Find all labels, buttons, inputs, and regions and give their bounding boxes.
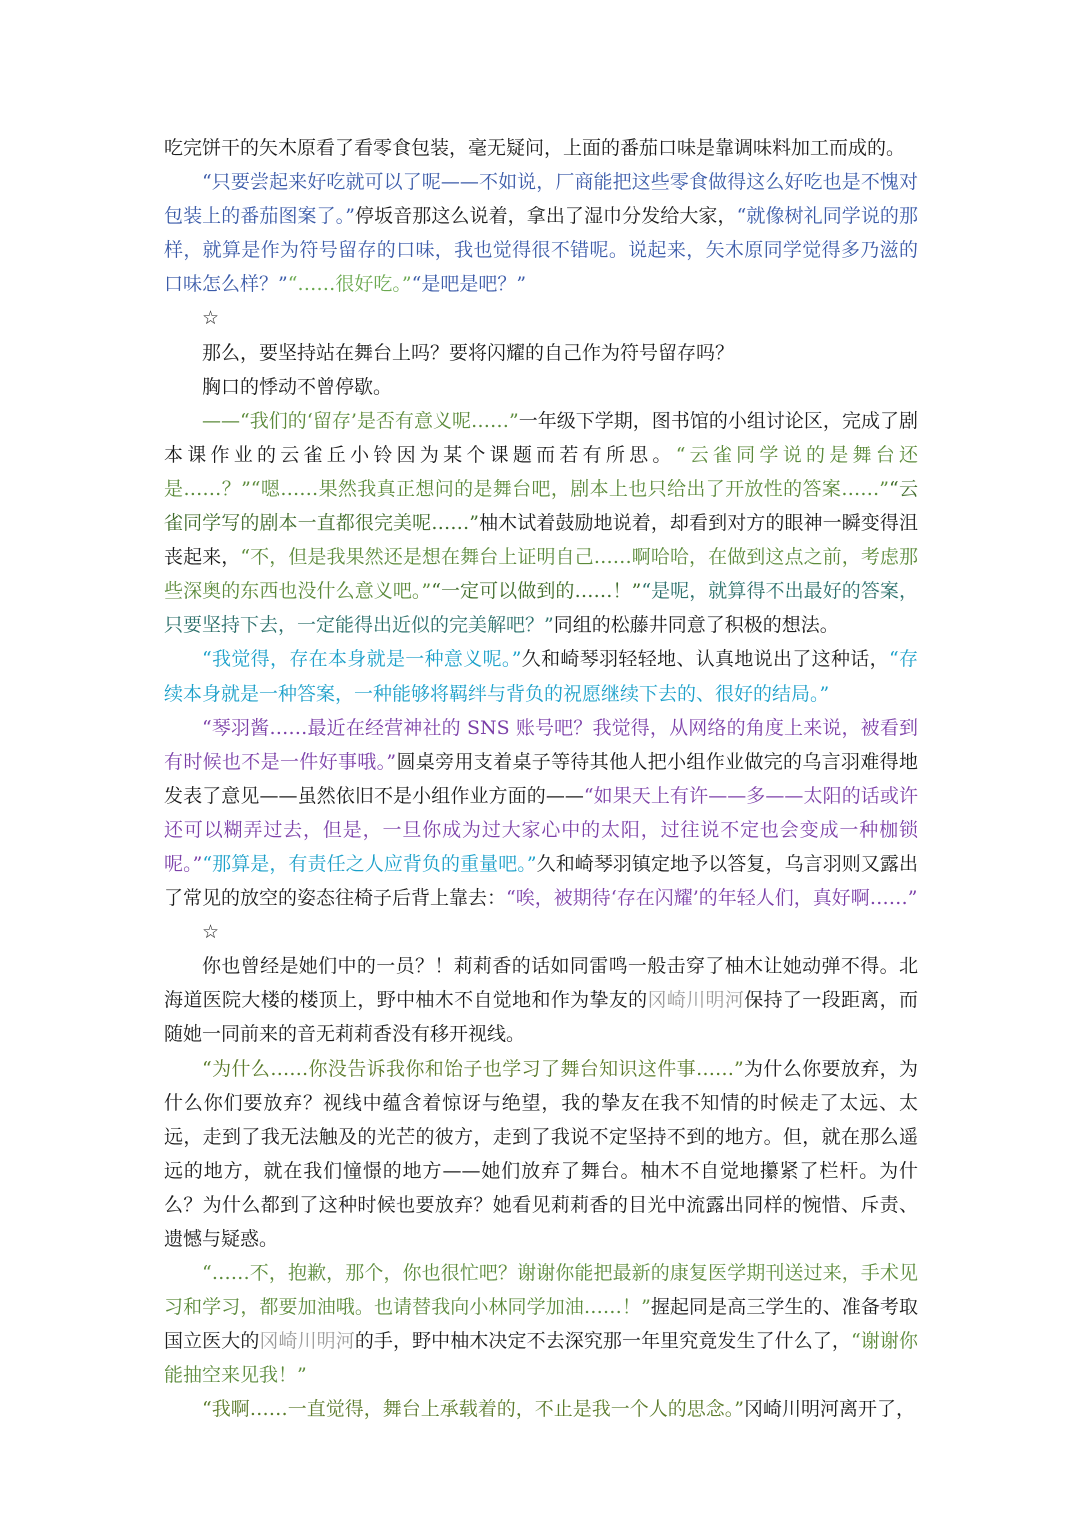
narration-run: 久和崎琴羽轻轻地、认真地说出了这种话， [521,648,889,671]
narration-run: 一年级下学期，图书馆的小组讨论区，完成了剧本课作业的云雀丘小铃因为某个课题而若有所思。 [164,409,918,466]
dialogue-run: “谢谢你能抽空来见我！” [164,1330,918,1387]
narration-run: 吃完饼干的矢木原看了看零食包装，毫无疑问，上面的番茄口味是靠调味料加工而成的。 [164,137,906,159]
paragraph [164,370,918,404]
narration-run: 柚木试着鼓励地说着，却看到对方的眼神一瞬变得沮丧起来， [164,512,918,569]
dialogue-run: ——“我们的‘留存’是否有意义呢……” [202,409,519,432]
narration-run: 握起同是高三学生的、准备考取国立医大的 [164,1296,918,1353]
dialogue-run: “一定可以做到的……！” [431,580,642,603]
dialogue-run: 冈崎川明河 [259,1330,355,1353]
paragraph [164,949,918,1051]
paragraph [164,336,918,370]
narration-run: 你也曾经是她们中的一员？！莉莉香的话如同雷鸣一般击穿了柚木让她动弹不得。北海道医院大楼的楼顶上，野中柚木不自觉地和作为挚友的 [164,955,918,1012]
dialogue-run: “我觉得，存在本身就是一种意义呢。” [202,648,522,671]
narration-run: 为什么你要放弃，为什么你们要放弃？视线中蕴含着惊讶与绝望，我的挚友在我不知情的时候走了太远、太远，走到了我无法触及的光芒的彼方，走到了我说不定坚持不到的地方。但，就在那么遥远的地方，就在我们憧憬的地方——她们放弃了舞台。柚木不自觉地攥紧了栏杆。为什么？为什么都到了这种时候也要放弃？她看见莉莉香的目光中流露出同样的惋惜、斥责、遗憾与疑惑。 [164,1057,918,1250]
dialogue-run: “唉，被期待‘存在闪耀’的年轻人们，真好啊……” [506,887,918,910]
narration-run: ☆ [202,307,220,330]
dialogue-run: “……不，抱歉，那个，你也很忙吧？谢谢你能把最新的康复医学期刊送过来，手术见习和学习，都要加油哦。也请替我向小林同学加油……！” [164,1262,918,1319]
narration-run: 久和崎琴羽镇定地予以答复，乌言羽则又露出了常见的放空的姿态往椅子后背上靠去： [164,852,918,910]
paragraph [164,1392,918,1426]
dialogue-run: “只要尝起来好吃就可以了呢——不如说，厂商能把这些零食做得这么好吃也是不愧对包装上的番茄图案了。” [164,171,918,228]
dialogue-run: “嗯……果然我真正想问的是舞台吧，剧本上也只给出了开放性的答案……” [250,477,889,500]
dialogue-run: “那算是，有责任之人应背负的重量吧。” [202,852,537,875]
dialogue-run: “……很好吃。” [287,273,412,296]
dialogue-run: “琴羽酱……最近在经营神社的 SNS 账号吧？我觉得，从网络的角度上来说，被看到有时候也不是一件好事哦。” [164,716,918,773]
narration-run: 圆桌旁用支着桌子等待其他人把小组作业做完的乌言羽难得地发表了意见——虽然依旧不是小组作业方面的—— [164,750,918,807]
narration-run: 同组的松藤井同意了积极的想法。 [553,614,839,637]
narration-run: 停坂音那这么说着，拿出了湿巾分发给大家， [354,205,737,228]
document-page [164,131,918,1427]
dialogue-run: “不，但是我果然还是想在舞台上证明自己……啊哈哈，在做到这点之前，考虑那些深奥的东西也没什么意义吧。” [164,546,918,603]
narration-run: 保持了一段距离，而随她一同前来的音无莉莉香没有移开视线。 [164,989,918,1046]
paragraph [164,642,918,710]
narration-run: 的手，野中柚木决定不去深究那一年里究竟发生了什么了， [354,1330,852,1353]
dialogue-run: “为什么……你没告诉我你和饴子也学习了舞台知识这件事……” [202,1057,744,1080]
paragraph [164,1052,918,1257]
dialogue-run: “存续本身就是一种答案，一种能够将羁绊与背负的祝愿继续下去的、很好的结局。” [164,648,918,705]
dialogue-run: “如果天上有许——多——太阳的话或许还可以糊弄过去，但是，一旦你成为过大家心中的太阳，过往说不定也会变成一种枷锁呢。” [164,784,918,875]
narration-run: 那么，要坚持站在舞台上吗？要将闪耀的自己作为符号留存吗？ [202,341,735,364]
dialogue-run: “云雀同学说的是舞台还是……？” [164,443,918,500]
paragraph [164,301,918,335]
dialogue-run: “云雀同学写的剧本一直都很完美呢……” [164,477,919,535]
dialogue-run: “是呢，就算得不出最好的答案，只要坚持下去，一定能得出近似的完美解吧？” [164,580,918,637]
paragraph [164,131,918,165]
paragraph [164,915,918,949]
narration-run: 冈崎川明河离开了， [743,1398,915,1421]
dialogue-run: “是吧是吧？” [411,273,527,296]
narration-run: ☆ [202,921,220,944]
dialogue-run: “就像树礼同学说的那样，就算是作为符号留存的口味，我也觉得很不错呢。说起来，矢木原同学觉得多乃滋的口味怎么样？” [164,205,918,296]
paragraph [164,404,918,643]
paragraph [164,165,918,301]
paragraph [164,1256,918,1392]
paragraph [164,711,918,916]
dialogue-run: 冈崎川明河 [647,989,745,1012]
dialogue-run: “我啊……一直觉得，舞台上承载着的，不止是我一个人的思念。” [202,1398,744,1421]
narration-run: 胸口的悸动不曾停歇。 [202,375,393,398]
